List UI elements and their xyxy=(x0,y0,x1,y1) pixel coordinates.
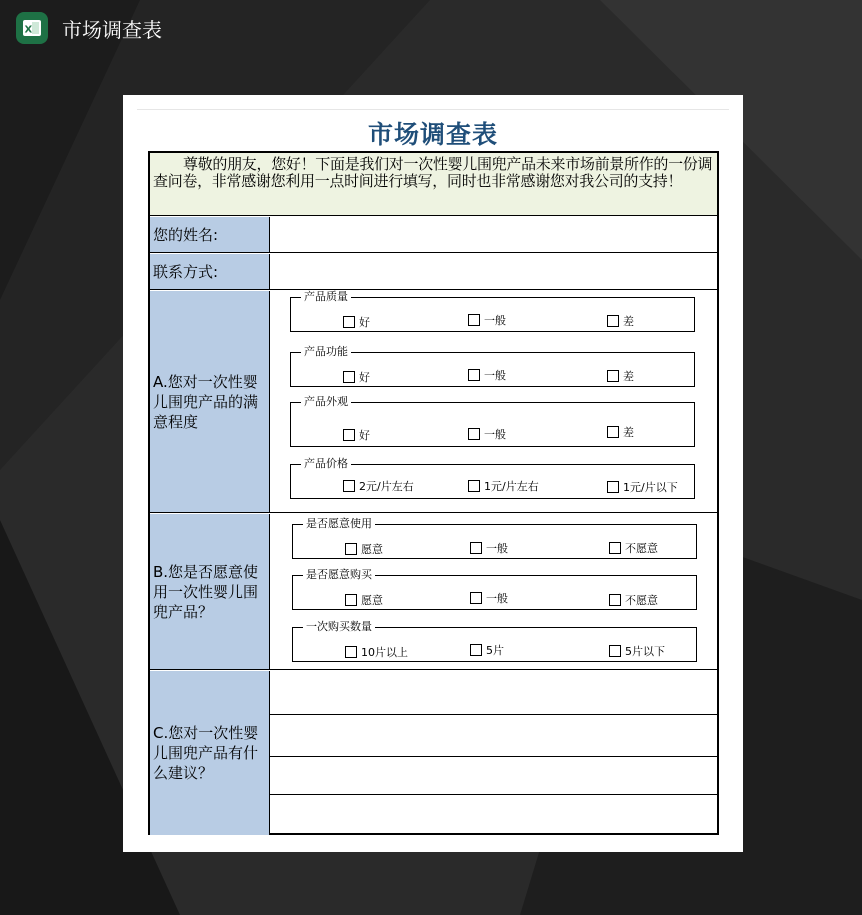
checkbox-icon[interactable] xyxy=(607,481,619,493)
checkbox-icon[interactable] xyxy=(345,543,357,555)
group-quantity xyxy=(292,620,697,662)
option-good[interactable]: 好 xyxy=(343,314,370,330)
checkbox-icon[interactable] xyxy=(470,644,482,656)
option-average[interactable]: 一般 xyxy=(468,426,506,442)
app-title: 市场调查表 xyxy=(62,17,162,42)
group-title: 产品质量 xyxy=(301,290,351,304)
contact-label: 联系方式: xyxy=(150,254,270,289)
survey-form xyxy=(148,151,719,835)
excel-icon xyxy=(16,12,48,44)
option-average[interactable]: 一般 xyxy=(468,367,506,383)
checkbox-icon[interactable] xyxy=(343,429,355,441)
section-c-label: C.您对一次性婴儿围兜产品有什么建议？ xyxy=(150,671,270,835)
option-unwilling[interactable]: 不愿意 xyxy=(609,540,658,556)
option-average[interactable]: 一般 xyxy=(470,540,508,556)
checkbox-icon[interactable] xyxy=(343,316,355,328)
section-a-label: A.您对一次性婴儿围兜产品的满意程度 xyxy=(150,291,270,512)
option-5[interactable]: 5片 xyxy=(470,642,504,658)
suggestion-line-1[interactable] xyxy=(270,671,717,715)
name-input-cell[interactable] xyxy=(271,217,717,252)
checkbox-icon[interactable] xyxy=(468,480,480,492)
option-willing[interactable]: 愿意 xyxy=(345,592,383,608)
section-b-label: B.您是否愿意使用一次性婴儿围兜产品？ xyxy=(150,514,270,669)
checkbox-icon[interactable] xyxy=(468,314,480,326)
option-good[interactable]: 好 xyxy=(343,369,370,385)
option-10-plus[interactable]: 10片以上 xyxy=(345,644,408,660)
app-header xyxy=(16,12,162,44)
option-below-5[interactable]: 5片以下 xyxy=(609,643,665,659)
option-good[interactable]: 好 xyxy=(343,427,370,443)
checkbox-icon[interactable] xyxy=(470,542,482,554)
form-title: 市场调查表 xyxy=(367,120,498,149)
option-unwilling[interactable]: 不愿意 xyxy=(609,592,658,608)
checkbox-icon[interactable] xyxy=(607,370,619,382)
option-price-2[interactable]: 2元/片左右 xyxy=(343,478,414,494)
group-willing-buy xyxy=(292,568,697,610)
checkbox-icon[interactable] xyxy=(343,480,355,492)
option-average[interactable]: 一般 xyxy=(470,590,508,606)
checkbox-icon[interactable] xyxy=(468,369,480,381)
checkbox-icon[interactable] xyxy=(607,315,619,327)
group-price xyxy=(290,457,695,499)
checkbox-icon[interactable] xyxy=(343,371,355,383)
top-border xyxy=(137,109,729,110)
contact-input-cell[interactable] xyxy=(271,254,717,289)
group-title: 一次购买数量 xyxy=(303,620,375,634)
group-quality xyxy=(290,290,695,332)
intro-text: 尊敬的朋友，您好！下面是我们对一次性婴儿围兜产品未来市场前景所作的一份调查问卷，非常感谢您利用一点时间进行填写，同时也非常感谢您对我公司的支持！ xyxy=(150,153,717,216)
group-title: 产品功能 xyxy=(301,345,351,359)
suggestion-line-2[interactable] xyxy=(270,715,717,757)
spreadsheet-page xyxy=(123,95,743,852)
group-willing-use xyxy=(292,517,697,559)
option-poor[interactable]: 差 xyxy=(607,424,634,440)
option-average[interactable]: 一般 xyxy=(468,312,506,328)
option-price-below-1[interactable]: 1元/片以下 xyxy=(607,479,678,495)
group-title: 是否愿意使用 xyxy=(303,517,375,531)
group-title: 是否愿意购买 xyxy=(303,568,375,582)
checkbox-icon[interactable] xyxy=(609,645,621,657)
name-row xyxy=(150,217,717,253)
group-title: 产品外观 xyxy=(301,395,351,409)
suggestion-line-4[interactable] xyxy=(270,795,717,835)
checkbox-icon[interactable] xyxy=(345,646,357,658)
section-b xyxy=(150,514,717,670)
contact-row xyxy=(150,254,717,290)
option-willing[interactable]: 愿意 xyxy=(345,541,383,557)
section-c xyxy=(150,671,717,835)
group-appearance xyxy=(290,395,695,447)
checkbox-icon[interactable] xyxy=(470,592,482,604)
group-title: 产品价格 xyxy=(301,457,351,471)
suggestion-line-3[interactable] xyxy=(270,757,717,795)
checkbox-icon[interactable] xyxy=(607,426,619,438)
checkbox-icon[interactable] xyxy=(609,594,621,606)
name-label: 您的姓名: xyxy=(150,217,270,252)
option-price-1[interactable]: 1元/片左右 xyxy=(468,478,539,494)
checkbox-icon[interactable] xyxy=(468,428,480,440)
option-poor[interactable]: 差 xyxy=(607,313,634,329)
section-a xyxy=(150,291,717,513)
svg-text:X: X xyxy=(24,24,33,36)
group-function xyxy=(290,345,695,387)
option-poor[interactable]: 差 xyxy=(607,368,634,384)
checkbox-icon[interactable] xyxy=(609,542,621,554)
checkbox-icon[interactable] xyxy=(345,594,357,606)
